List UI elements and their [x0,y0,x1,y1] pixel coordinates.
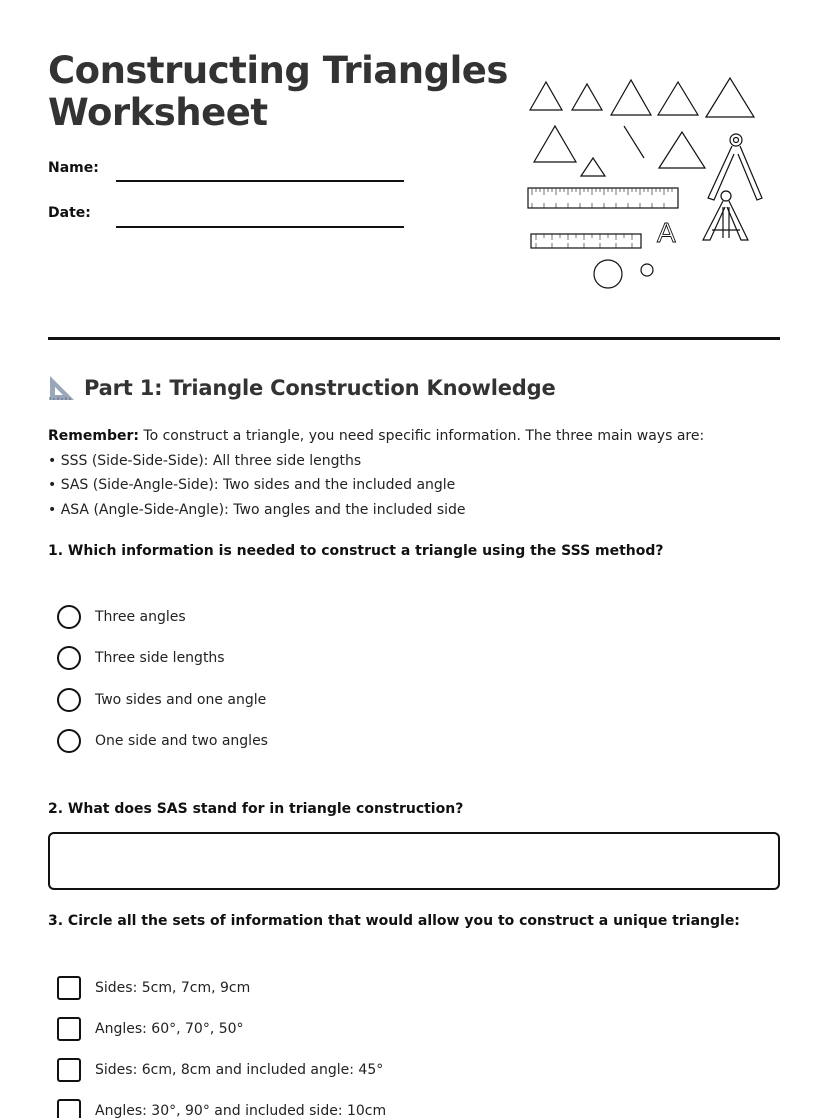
name-field[interactable] [116,180,404,182]
set-square-icon [48,374,76,402]
date-label: Date: [48,205,91,221]
remember-note [48,424,788,522]
q3-option[interactable] [57,1017,244,1041]
radio-button[interactable] [57,688,81,712]
radio-button[interactable] [57,605,81,629]
q2-answer-box[interactable] [48,832,780,890]
clipart-letter: A [657,217,676,248]
question-2: 2. What does SAS stand for in triangle construction? [48,801,464,817]
q1-option-label: One side and two angles [95,733,268,749]
q3-option-label: Sides: 5cm, 7cm, 9cm [95,980,251,996]
checkbox[interactable] [57,1017,81,1041]
section-1-title: Part 1: Triangle Construction Knowledge [84,376,556,400]
q3-option-label: Angles: 60°, 70°, 50° [95,1021,244,1037]
q1-option[interactable] [57,729,268,753]
section-1-heading [48,374,556,402]
q3-option[interactable] [57,1058,383,1082]
question-1: 1. Which information is needed to construct a triangle using the SSS method? [48,543,664,559]
q3-option-label: Angles: 30°, 90° and included side: 10cm [95,1103,387,1118]
geometry-tools-clipart [520,70,770,300]
question-3: 3. Circle all the sets of information that would allow you to construct a unique triangle: [48,913,740,929]
q1-option[interactable] [57,646,225,670]
radio-button[interactable] [57,729,81,753]
method-asa: • ASA (Angle-Side-Angle): Two angles and the included side [48,501,466,518]
worksheet-title [48,50,518,134]
title-line-1: Constructing Triangles [48,49,508,92]
remember-text: To construct a triangle, you need specific information. The three main ways are: [138,428,705,444]
q3-option-label: Sides: 6cm, 8cm and included angle: 45° [95,1062,384,1078]
q1-option-label: Two sides and one angle [95,692,267,708]
method-sss: • SSS (Side-Side-Side): All three side lengths [48,452,362,469]
name-label: Name: [48,160,99,176]
q1-option-label: Three side lengths [95,650,225,666]
q1-option[interactable] [57,605,186,629]
title-line-2: Worksheet [48,91,268,134]
q3-option[interactable] [57,976,250,1000]
header-divider [48,337,780,340]
q1-option-label: Three angles [95,609,186,625]
q3-option[interactable] [57,1099,386,1118]
radio-button[interactable] [57,646,81,670]
checkbox[interactable] [57,1099,81,1118]
q1-option[interactable] [57,688,266,712]
remember-label: Remember: [48,428,139,444]
date-field[interactable] [116,226,404,228]
checkbox[interactable] [57,976,81,1000]
method-sas: • SAS (Side-Angle-Side): Two sides and the included angle [48,477,456,494]
checkbox[interactable] [57,1058,81,1082]
